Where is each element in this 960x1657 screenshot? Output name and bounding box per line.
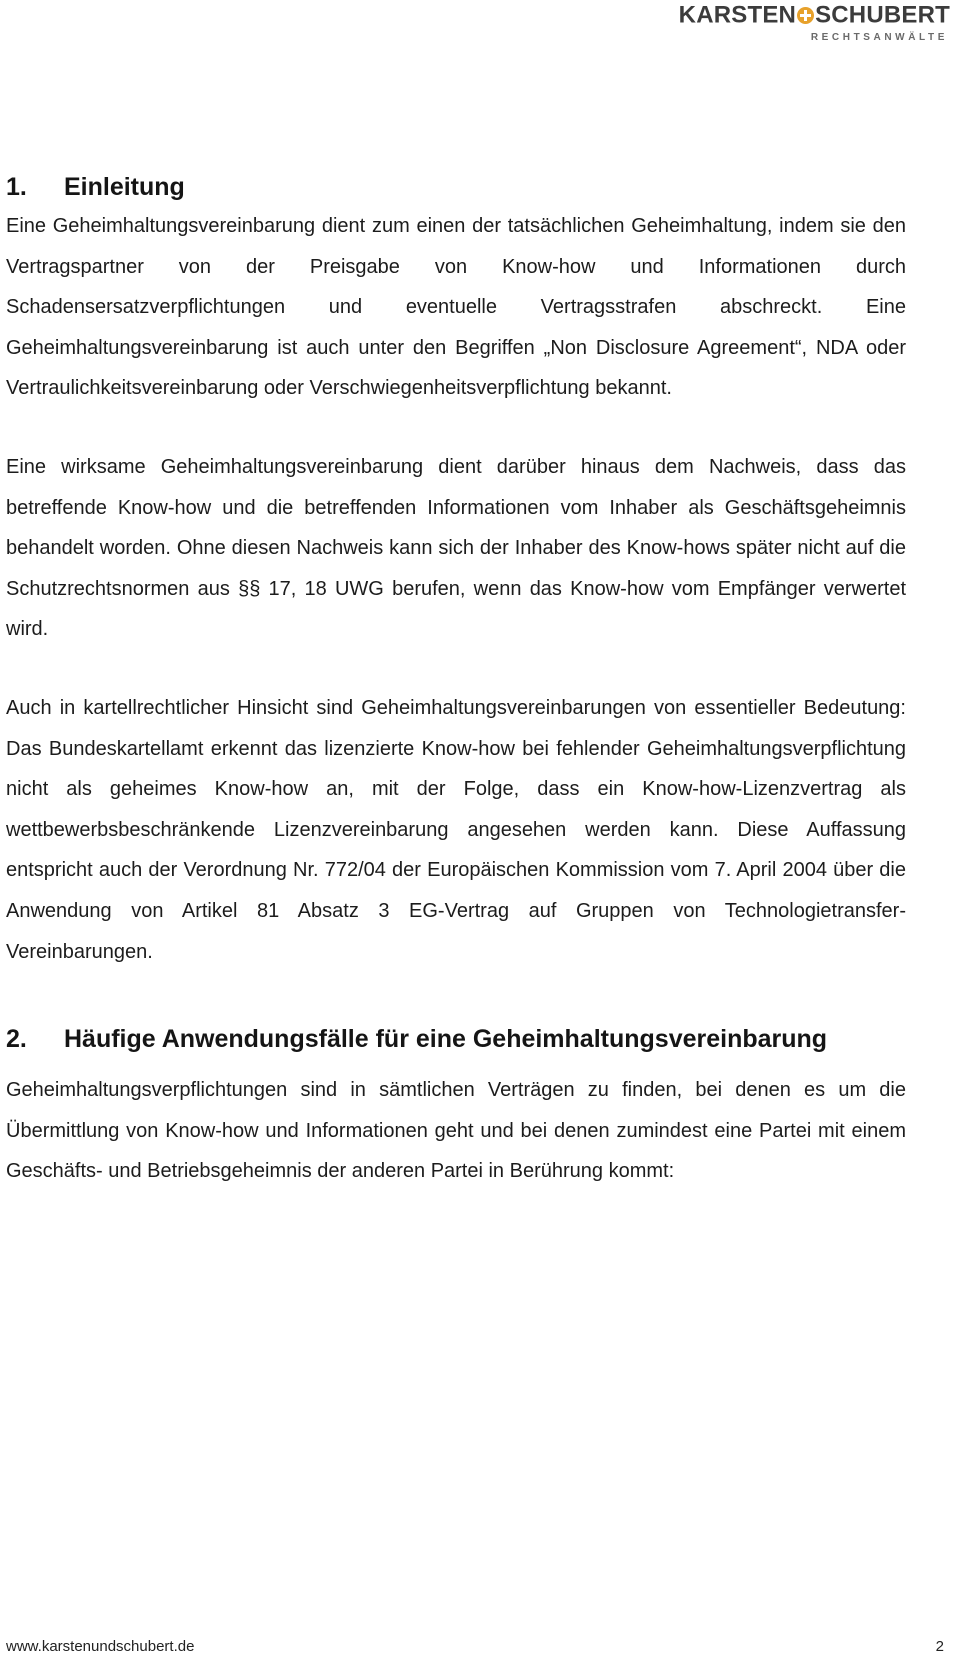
section-title: Häufige Anwendungsfälle für eine Geheimhaltungsvereinbarung [64,1025,828,1054]
section-title: Einleitung [64,173,185,201]
logo-name-left: KARSTEN [678,1,797,29]
section-number: 2. [6,1025,27,1054]
logo-subtitle: RECHTSANWÄLTE [810,32,948,43]
paragraph: Eine wirksame Geheimhaltungsvereinbarung dient darüber hinaus dem Nachweis, dass das betreffende Know-how und die betreffenden Informationen vom Inhaber als Geschäftsgeheimnis behandelt worden. Ohne diesen Nachweis kann sich der Inhaber des Know-hows später nicht auf die Schutzrechtsnormen aus §§ 17, 18 UWG berufen, wenn das Know-how vom Empfänger verwertet wird. [6,455,906,641]
firm-logo [678,0,950,48]
document-body [6,168,906,1192]
paragraph: Eine Geheimhaltungsvereinbarung dient zum einen der tatsächlichen Geheimhaltung, indem sie den Vertragspartner von der Preisgabe von Know-how und Informationen durch Schadensersatzverpflichtungen und eventuelle Vertragsstrafen abschreckt. Eine Geheimhaltungsvereinbarung ist auch unter den Begriffen „Non Disclosure Agreement“, NDA oder Vertraulichkeitsvereinbarung oder Verschwiegenheitsverpflichtung bekannt. [6,215,906,400]
page-number: 2 [935,1638,944,1655]
logo-name-right: SCHUBERT [815,1,950,29]
section-heading-2 [6,1014,906,1064]
section-number: 1. [6,173,27,201]
section-heading-1 [6,168,906,206]
logo-wordmark [679,1,950,30]
section-gap [6,972,906,1014]
paragraph-gap [6,650,906,688]
paragraph: Auch in kartellrechtlicher Hinsicht sind Geheimhaltungsvereinbarungen von essentieller Bedeutung: Das Bundeskartellamt erkennt das lizenzierte Know-how bei fehlender Geheimhaltungsverpflichtung nicht als geheimes Know-how an, mit der Folge, dass ein Know-how-Lizenzvertrag als wettbewerbsbeschränkende Lizenzvereinbarung angesehen werden kann. Diese Auffassung entspricht auch der Verordnung Nr. 772/04 der Europäischen Kommission vom 7. April 2004 über die Anwendung von Artikel 81 Absatz 3 EG-Vertrag auf Gruppen von Technologietransfer-Vereinbarungen. [6,696,906,963]
paragraph: Geheimhaltungsverpflichtungen sind in sämtlichen Verträgen zu finden, bei denen es um die Übermittlung von Know-how und Informationen geht und bei denen zumindest eine Partei mit einem Geschäfts- und Betriebsgeheimnis der anderen Partei in Berührung kommt: [6,1079,906,1183]
plus-icon [797,7,814,24]
paragraph-gap [6,409,906,447]
footer-website-link[interactable]: www.karstenundschubert.de [6,1638,195,1655]
